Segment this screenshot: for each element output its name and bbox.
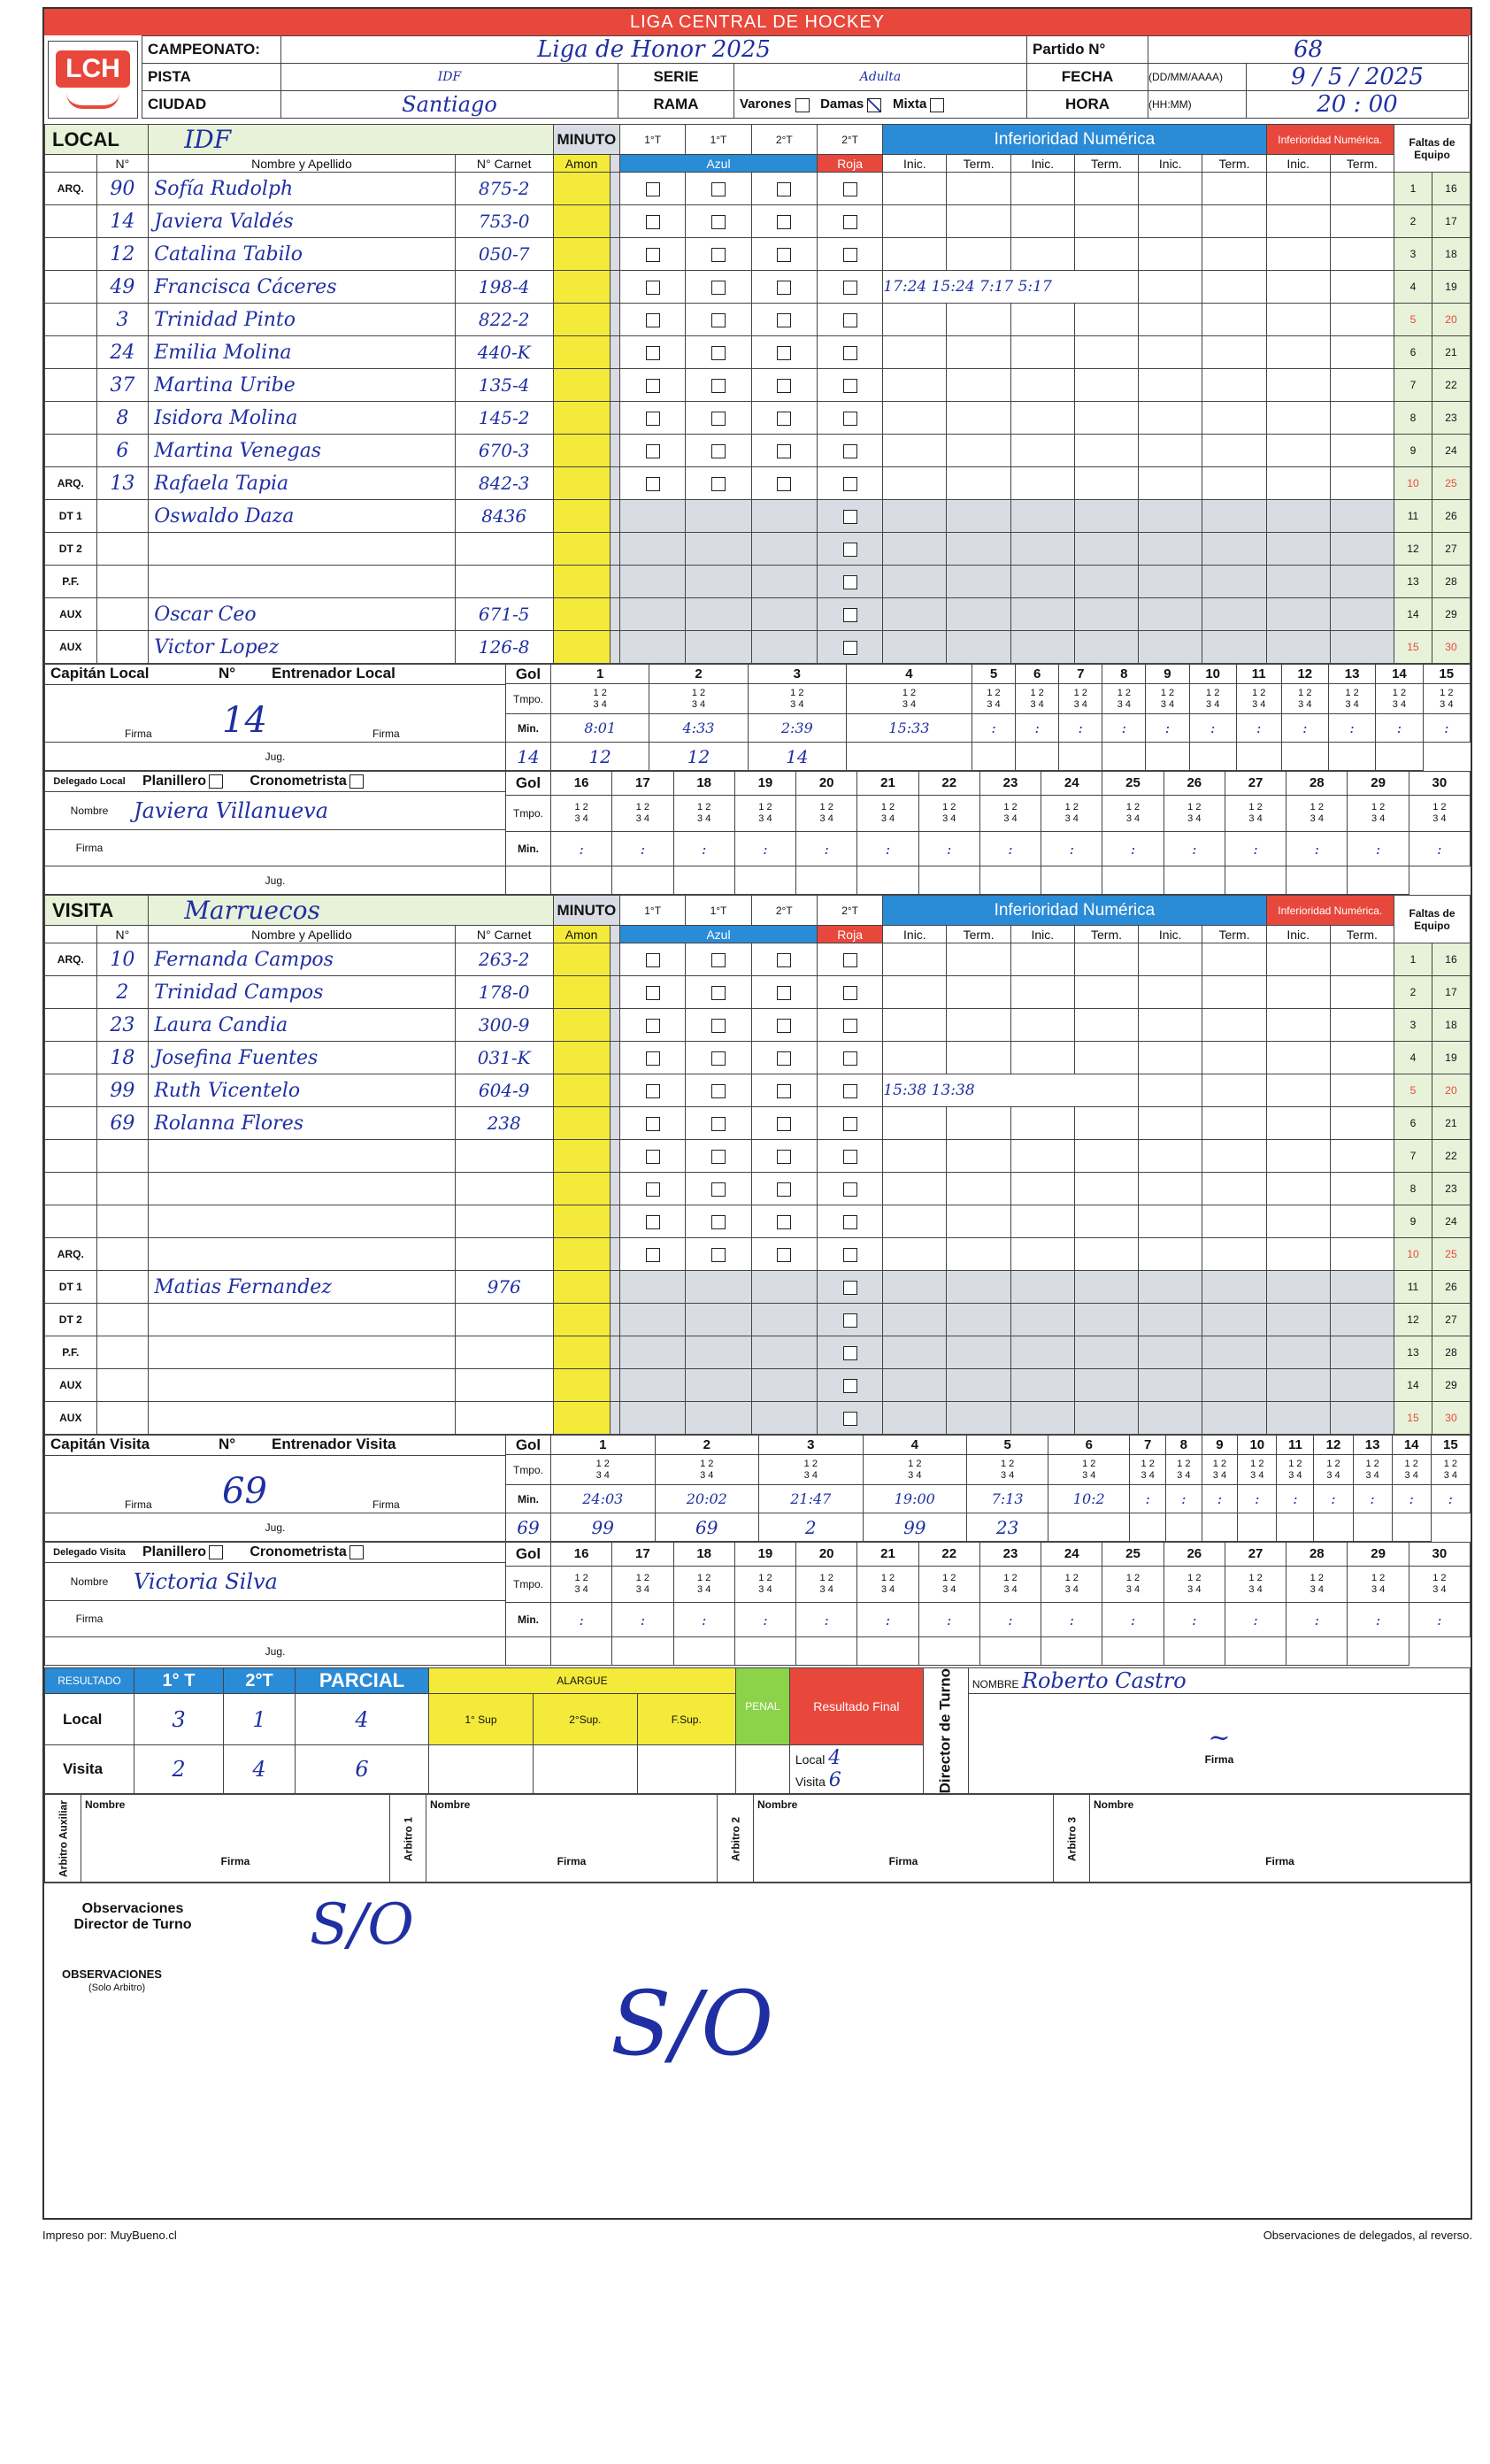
card-checkbox[interactable] xyxy=(711,1215,726,1229)
card-checkbox[interactable] xyxy=(843,281,857,295)
card-checkbox[interactable] xyxy=(777,346,791,360)
partido-value: 68 xyxy=(1148,36,1469,64)
campeonato-value: Liga de Honor 2025 xyxy=(281,36,1027,64)
player-number xyxy=(96,1402,149,1435)
player-carnet: 178-0 xyxy=(455,976,553,1009)
player-carnet: 031-K xyxy=(455,1042,553,1074)
card-checkbox[interactable] xyxy=(843,1182,857,1197)
player-number xyxy=(96,598,149,631)
referees-table: Arbitro Auxiliar Nombre Firma Arbitro 1 Nombre Firma Arbitro 2 Nombre Firma Arbitro 3 Nombre Firma xyxy=(44,1794,1471,1883)
card-checkbox[interactable] xyxy=(646,477,660,491)
player-carnet: 300-9 xyxy=(455,1009,553,1042)
card-checkbox[interactable] xyxy=(777,412,791,426)
card-checkbox[interactable] xyxy=(777,1248,791,1262)
player-name xyxy=(149,1336,455,1369)
player-number: 24 xyxy=(96,336,149,369)
card-checkbox[interactable] xyxy=(646,215,660,229)
card-checkbox[interactable] xyxy=(777,182,791,196)
card-checkbox[interactable] xyxy=(843,412,857,426)
card-checkbox[interactable] xyxy=(646,182,660,196)
visita-goals xyxy=(44,1435,1471,1666)
obs-director-label: Observaciones Director de Turno xyxy=(73,1901,192,1933)
player-carnet: 440-K xyxy=(455,336,553,369)
card-checkbox[interactable] xyxy=(777,444,791,458)
footer-printer: Impreso por: MuyBueno.cl xyxy=(42,2229,177,2242)
player-number xyxy=(96,631,149,664)
player-name xyxy=(149,1369,455,1402)
card-checkbox[interactable] xyxy=(843,1084,857,1098)
player-number xyxy=(96,1173,149,1205)
visita-t2: 4 xyxy=(224,1745,296,1794)
card-checkbox[interactable] xyxy=(646,281,660,295)
player-name: Rolanna Flores xyxy=(149,1107,455,1140)
card-checkbox[interactable] xyxy=(646,1051,660,1066)
card-checkbox[interactable] xyxy=(843,1019,857,1033)
local-delegado-table: Delegado Local Planillero Cronometrista Nombre Javiera Villanueva Firma Gol 16 17 18 19 20 21 22 23 24 25 26 27 28 29 30 Tmpo. 1 2 3 4 1 2 3 4 1 2 3 4 1 2 3 4 1 2 3 4 1 2 3 4 1 2 3 4 1 2 3 4 1 2 3 4 1 2 3 4 1 2 3 4 1 2 3 4 1 2 3 4 1 2 3 4 1 2 3 4 Min. : : : : : : : : : : : : : : : Jug. xyxy=(44,771,1471,895)
visita-delegado-table: Delegado Visita Planillero Cronometrista Nombre Victoria Silva Firma Gol 16 17 18 19 20 21 22 23 24 25 26 27 28 29 30 Tmpo. 1 2 3 4 1 2 3 4 1 2 3 4 1 2 3 4 1 2 3 4 1 2 3 4 1 2 3 4 1 2 3 4 1 2 3 4 1 2 3 4 1 2 3 4 1 2 3 4 1 2 3 4 1 2 3 4 1 2 3 4 Min. : : : : : : : : : : : : : : : Jug. xyxy=(44,1542,1471,1666)
player-carnet xyxy=(455,1205,553,1238)
local-delegado-name: Javiera Villanueva xyxy=(134,798,329,823)
player-name: Laura Candia xyxy=(149,1009,455,1042)
player-number: 6 xyxy=(96,435,149,467)
player-carnet: 238 xyxy=(455,1107,553,1140)
player-number: 12 xyxy=(96,238,149,271)
player-name xyxy=(149,1173,455,1205)
local-goal-table: Capitán Local N° Entrenador Local 14 Firma Firma Gol 1 2 3 4 5 6 7 8 9 10 11 12 13 14 15 Tmpo. 1 2 3 4 1 2 3 4 1 2 3 4 1 2 3 4 1 2 3 4 1 2 3 4 1 2 3 4 1 2 3 4 1 2 3 4 1 2 3 4 1 2 3 4 1 2 3 4 1 2 3 4 1 2 3 4 1 2 3 4 Min. 8:01 4:33 2:39 15:33 : : : : : : : : : : : Jug. 14 12 12 14 xyxy=(44,664,1471,771)
local-roster-table: LOCAL IDF MINUTO 1°T 1°T 2°T 2°T Inferioridad Numérica Inferioridad Numérica. Faltas de Equipo N° Nombre y Apellido N° Carnet Amon Azul Roja Inic. Term. Inic. Term. Inic. Term. Inic. Term. ARQ. 90 Sofía Rudolph 875-2 1 16 14 Javiera Valdés 753-0 2 17 12 Catalina Tabilo 050-7 3 18 49 Francisca Cáceres 198-4 17:24 15:24 7:17 5:17 4 19 3 Trinidad Pinto 822-2 5 20 24 Emilia Molina 440-K 6 21 37 Martina Uribe 135-4 7 22 8 Isidora Molina 145-2 8 23 6 Martina Venegas 670-3 9 24 ARQ. 13 Rafaela Tapia 842-3 10 25 DT 1 Oswaldo Daza 8436 11 26 DT 2 12 27 P.F. 13 28 AUX Oscar Ceo 671-5 14 29 AUX Victor Lopez 126-8 15 30 xyxy=(44,124,1471,664)
player-carnet xyxy=(455,1304,553,1336)
visita-player-row: ARQ. 10 25 xyxy=(45,1238,1471,1271)
card-checkbox[interactable] xyxy=(711,313,726,327)
player-name: Trinidad Pinto xyxy=(149,304,455,336)
card-checkbox[interactable] xyxy=(777,1084,791,1098)
player-name: Catalina Tabilo xyxy=(149,238,455,271)
player-name: Victor Lopez xyxy=(149,631,455,664)
local-player-row: 6 Martina Venegas 670-3 9 24 xyxy=(45,435,1471,467)
card-checkbox[interactable] xyxy=(646,1182,660,1197)
local-player-row: AUX Victor Lopez 126-8 15 30 xyxy=(45,631,1471,664)
cronometrista-checkbox[interactable] xyxy=(349,774,364,789)
player-number: 13 xyxy=(96,467,149,500)
visita-player-row: 2 Trinidad Campos 178-0 2 17 xyxy=(45,976,1471,1009)
card-checkbox[interactable] xyxy=(711,1084,726,1098)
visita-roster xyxy=(44,895,1471,1435)
local-player-row: P.F. 13 28 xyxy=(45,566,1471,598)
card-checkbox[interactable] xyxy=(843,953,857,967)
player-name: Fernanda Campos xyxy=(149,943,455,976)
visita-parcial: 6 xyxy=(296,1745,429,1794)
card-checkbox[interactable] xyxy=(843,1117,857,1131)
obs-arbitro-value: S/O xyxy=(611,1972,774,2076)
card-checkbox[interactable] xyxy=(777,1019,791,1033)
player-number: 37 xyxy=(96,369,149,402)
visita-delegado-name: Victoria Silva xyxy=(134,1569,278,1594)
player-number xyxy=(96,566,149,598)
card-checkbox[interactable] xyxy=(711,1117,726,1131)
local-t1: 3 xyxy=(134,1694,224,1745)
player-carnet: 050-7 xyxy=(455,238,553,271)
player-carnet xyxy=(455,1369,553,1402)
player-carnet: 670-3 xyxy=(455,435,553,467)
card-checkbox[interactable] xyxy=(711,182,726,196)
card-checkbox[interactable] xyxy=(777,986,791,1000)
visita-roster-table: VISITA Marruecos MINUTO 1°T 1°T 2°T 2°T Inferioridad Numérica Inferioridad Numérica. Faltas de Equipo N° Nombre y Apellido N° Carnet Amon Azul Roja Inic. Term. Inic. Term. Inic. Term. Inic. Term. ARQ. 10 Fernanda Campos 263-2 1 16 2 Trinidad Campos 178-0 2 17 23 Laura Candia 300-9 3 18 18 Josefina Fuentes 031-K 4 19 99 Ruth Vicentelo 604-9 15:38 13:38 5 20 69 Rolanna Flores 238 6 21 7 22 8 23 9 24 ARQ. 10 25 DT 1 Matias Fernandez 976 11 26 DT 2 12 27 P.F. 13 28 AUX 14 29 AUX 15 30 xyxy=(44,895,1471,1435)
card-checkbox[interactable] xyxy=(711,346,726,360)
card-checkbox[interactable] xyxy=(711,215,726,229)
mixta-checkbox[interactable] xyxy=(930,98,944,112)
card-checkbox[interactable] xyxy=(711,1051,726,1066)
player-number: 8 xyxy=(96,402,149,435)
visita-player-row: 99 Ruth Vicentelo 604-9 15:38 13:38 5 20 xyxy=(45,1074,1471,1107)
card-checkbox[interactable] xyxy=(646,248,660,262)
hora-value: 20 : 00 xyxy=(1247,91,1469,119)
card-checkbox[interactable] xyxy=(711,986,726,1000)
card-checkbox[interactable] xyxy=(711,248,726,262)
card-checkbox[interactable] xyxy=(777,1182,791,1197)
card-checkbox[interactable] xyxy=(843,477,857,491)
inferioridad-times: 15:38 13:38 xyxy=(883,1074,1139,1107)
player-carnet: 753-0 xyxy=(455,205,553,238)
card-checkbox[interactable] xyxy=(711,412,726,426)
visita-player-row: AUX 14 29 xyxy=(45,1369,1471,1402)
card-checkbox[interactable] xyxy=(646,444,660,458)
planillero-checkbox[interactable] xyxy=(209,774,223,789)
card-checkbox[interactable] xyxy=(777,1051,791,1066)
player-name: Isidora Molina xyxy=(149,402,455,435)
player-name: Matias Fernandez xyxy=(149,1271,455,1304)
card-checkbox[interactable] xyxy=(777,477,791,491)
local-player-row: AUX Oscar Ceo 671-5 14 29 xyxy=(45,598,1471,631)
player-name xyxy=(149,1402,455,1435)
player-name: Ruth Vicentelo xyxy=(149,1074,455,1107)
local-player-row: 12 Catalina Tabilo 050-7 3 18 xyxy=(45,238,1471,271)
player-name: Javiera Valdés xyxy=(149,205,455,238)
card-checkbox[interactable] xyxy=(777,281,791,295)
card-checkbox[interactable] xyxy=(843,1150,857,1164)
player-carnet: 198-4 xyxy=(455,271,553,304)
player-carnet xyxy=(455,566,553,598)
fecha-value: 9 / 5 / 2025 xyxy=(1247,64,1469,91)
card-checkbox[interactable] xyxy=(711,1248,726,1262)
player-name xyxy=(149,1140,455,1173)
card-checkbox[interactable] xyxy=(843,1051,857,1066)
result-table: RESULTADO 1° T 2°T PARCIAL ALARGUE PENAL Resultado Final Director de Turno NOMBRE Roberto Castro Local 3 1 4 1° Sup 2°Sup. F.Sup. ~ Firma Visita 2 4 6 Local 4 Visita 6 xyxy=(44,1667,1471,1794)
player-number xyxy=(96,500,149,533)
player-name: Emilia Molina xyxy=(149,336,455,369)
local-player-row: 14 Javiera Valdés 753-0 2 17 xyxy=(45,205,1471,238)
local-parcial: 4 xyxy=(296,1694,429,1745)
card-checkbox[interactable] xyxy=(843,575,857,589)
player-name: Trinidad Campos xyxy=(149,976,455,1009)
player-carnet: 135-4 xyxy=(455,369,553,402)
visita-player-row: AUX 15 30 xyxy=(45,1402,1471,1435)
player-name: Martina Venegas xyxy=(149,435,455,467)
cronometrista-checkbox[interactable] xyxy=(349,1545,364,1559)
visita-captain-number: 69 xyxy=(222,1471,267,1512)
local-roster xyxy=(44,124,1471,664)
card-checkbox[interactable] xyxy=(777,248,791,262)
card-checkbox[interactable] xyxy=(646,1150,660,1164)
local-player-row: 37 Martina Uribe 135-4 7 22 xyxy=(45,369,1471,402)
player-carnet: 8436 xyxy=(455,500,553,533)
inferioridad-times: 17:24 15:24 7:17 5:17 xyxy=(883,271,1139,304)
visita-player-row: 8 23 xyxy=(45,1173,1471,1205)
player-carnet: 976 xyxy=(455,1271,553,1304)
card-checkbox[interactable] xyxy=(843,182,857,196)
card-checkbox[interactable] xyxy=(843,1346,857,1360)
card-checkbox[interactable] xyxy=(843,1248,857,1262)
league-title: LIGA CENTRAL DE HOCKEY xyxy=(44,9,1471,35)
card-checkbox[interactable] xyxy=(843,1379,857,1393)
header-block xyxy=(44,35,1471,124)
player-number: 90 xyxy=(96,173,149,205)
player-name: Sofía Rudolph xyxy=(149,173,455,205)
pista-value: IDF xyxy=(281,64,618,91)
planillero-checkbox[interactable] xyxy=(209,1545,223,1559)
card-checkbox[interactable] xyxy=(646,1248,660,1262)
player-number xyxy=(96,1304,149,1336)
local-t2: 1 xyxy=(224,1694,296,1745)
card-checkbox[interactable] xyxy=(777,215,791,229)
player-name: Francisca Cáceres xyxy=(149,271,455,304)
lch-logo: LCH xyxy=(48,41,138,119)
visita-t1: 2 xyxy=(134,1745,224,1794)
local-team-name: IDF xyxy=(149,125,553,155)
card-checkbox[interactable] xyxy=(711,477,726,491)
visita-player-row: 18 Josefina Fuentes 031-K 4 19 xyxy=(45,1042,1471,1074)
card-checkbox[interactable] xyxy=(843,543,857,557)
card-checkbox[interactable] xyxy=(843,444,857,458)
varones-checkbox[interactable] xyxy=(795,98,810,112)
card-checkbox[interactable] xyxy=(777,953,791,967)
card-checkbox[interactable] xyxy=(777,313,791,327)
player-number xyxy=(96,1369,149,1402)
obs-director-value: S/O xyxy=(310,1892,414,1959)
card-checkbox[interactable] xyxy=(711,444,726,458)
card-checkbox[interactable] xyxy=(711,1182,726,1197)
local-goals xyxy=(44,664,1471,895)
player-carnet: 875-2 xyxy=(455,173,553,205)
card-checkbox[interactable] xyxy=(777,1215,791,1229)
player-carnet xyxy=(455,1336,553,1369)
visita-player-row: 23 Laura Candia 300-9 3 18 xyxy=(45,1009,1471,1042)
visita-player-row: ARQ. 10 Fernanda Campos 263-2 1 16 xyxy=(45,943,1471,976)
player-name xyxy=(149,1304,455,1336)
player-number: 18 xyxy=(96,1042,149,1074)
visita-player-row: 9 24 xyxy=(45,1205,1471,1238)
local-player-row: DT 1 Oswaldo Daza 8436 11 26 xyxy=(45,500,1471,533)
card-checkbox[interactable] xyxy=(777,1117,791,1131)
player-carnet: 604-9 xyxy=(455,1074,553,1107)
card-checkbox[interactable] xyxy=(843,248,857,262)
card-checkbox[interactable] xyxy=(777,1150,791,1164)
player-name: Josefina Fuentes xyxy=(149,1042,455,1074)
ciudad-value: Santiago xyxy=(281,91,618,119)
card-checkbox[interactable] xyxy=(843,641,857,655)
card-checkbox[interactable] xyxy=(711,379,726,393)
player-number: 2 xyxy=(96,976,149,1009)
player-name xyxy=(149,1205,455,1238)
card-checkbox[interactable] xyxy=(646,1019,660,1033)
player-name: Martina Uribe xyxy=(149,369,455,402)
card-checkbox[interactable] xyxy=(843,313,857,327)
rama-options: Varones Damas Mixta xyxy=(734,91,1027,119)
local-player-row: 24 Emilia Molina 440-K 6 21 xyxy=(45,336,1471,369)
player-carnet: 126-8 xyxy=(455,631,553,664)
footer-note: Observaciones de delegados, al reverso. xyxy=(1263,2229,1472,2242)
player-number: 99 xyxy=(96,1074,149,1107)
card-checkbox[interactable] xyxy=(843,215,857,229)
card-checkbox[interactable] xyxy=(711,1019,726,1033)
player-number xyxy=(96,1205,149,1238)
player-name xyxy=(149,1238,455,1271)
card-checkbox[interactable] xyxy=(843,510,857,524)
card-checkbox[interactable] xyxy=(843,986,857,1000)
card-checkbox[interactable] xyxy=(646,313,660,327)
player-number xyxy=(96,1140,149,1173)
visita-player-row: 7 22 xyxy=(45,1140,1471,1173)
card-checkbox[interactable] xyxy=(646,1215,660,1229)
card-checkbox[interactable] xyxy=(711,953,726,967)
local-player-row: ARQ. 13 Rafaela Tapia 842-3 10 25 xyxy=(45,467,1471,500)
director-name: Roberto Castro xyxy=(1021,1668,1187,1693)
player-carnet: 145-2 xyxy=(455,402,553,435)
score-sheet xyxy=(42,7,1472,2220)
player-carnet xyxy=(455,533,553,566)
card-checkbox[interactable] xyxy=(777,379,791,393)
visita-team-name: Marruecos xyxy=(149,896,553,926)
local-player-row: 8 Isidora Molina 145-2 8 23 xyxy=(45,402,1471,435)
header-table: CAMPEONATO: Liga de Honor 2025 Partido N° 68 PISTA IDF SERIE Adulta FECHA (DD/MM/AAAA) 9 / 5 / 2025 CIUDAD Santiago RAMA Varones Damas Mixta HORA (HH:MM) 20 : 00 xyxy=(142,35,1469,119)
local-player-row: 3 Trinidad Pinto 822-2 5 20 xyxy=(45,304,1471,336)
local-player-row: 49 Francisca Cáceres 198-4 17:24 15:24 7:17 5:17 4 19 xyxy=(45,271,1471,304)
player-number: 23 xyxy=(96,1009,149,1042)
card-checkbox[interactable] xyxy=(843,1215,857,1229)
local-player-row: DT 2 12 27 xyxy=(45,533,1471,566)
card-checkbox[interactable] xyxy=(646,1084,660,1098)
card-checkbox[interactable] xyxy=(843,1313,857,1328)
local-captain-number: 14 xyxy=(222,700,267,741)
final-visita: 6 xyxy=(828,1769,841,1792)
player-number xyxy=(96,533,149,566)
player-number: 10 xyxy=(96,943,149,976)
player-carnet xyxy=(455,1173,553,1205)
card-checkbox[interactable] xyxy=(711,281,726,295)
final-local: 4 xyxy=(828,1747,841,1770)
visita-player-row: 69 Rolanna Flores 238 6 21 xyxy=(45,1107,1471,1140)
card-checkbox[interactable] xyxy=(843,1281,857,1295)
visita-goal-table: Capitán Visita N° Entrenador Visita 69 Firma Firma Gol 1 2 3 4 5 6 7 8 9 10 11 12 13 14 15 Tmpo. 1 2 3 4 1 2 3 4 1 2 3 4 1 2 3 4 1 2 3 4 1 2 3 4 1 2 3 4 1 2 3 4 1 2 3 4 1 2 3 4 1 2 3 4 1 2 3 4 1 2 3 4 1 2 3 4 1 2 3 4 Min. 24:03 20:02 21:47 19:00 7:13 10:2 : : : : : : : : : Jug. 69 99 69 2 99 23 xyxy=(44,1435,1471,1542)
player-number: 69 xyxy=(96,1107,149,1140)
player-number: 3 xyxy=(96,304,149,336)
visita-player-row: DT 1 Matias Fernandez 976 11 26 xyxy=(45,1271,1471,1304)
player-carnet: 822-2 xyxy=(455,304,553,336)
local-player-row: ARQ. 90 Sofía Rudolph 875-2 1 16 xyxy=(45,173,1471,205)
card-checkbox[interactable] xyxy=(843,346,857,360)
damas-checkbox[interactable] xyxy=(867,98,881,112)
player-carnet xyxy=(455,1238,553,1271)
player-carnet xyxy=(455,1402,553,1435)
serie-value: Adulta xyxy=(734,64,1027,91)
player-carnet: 842-3 xyxy=(455,467,553,500)
player-number xyxy=(96,1336,149,1369)
card-checkbox[interactable] xyxy=(843,1412,857,1426)
player-name: Rafaela Tapia xyxy=(149,467,455,500)
observations-block: Observaciones Director de Turno S/O OBSERVACIONES (Solo Arbitro) S/O xyxy=(44,1883,1471,2087)
player-number xyxy=(96,1271,149,1304)
player-number: 14 xyxy=(96,205,149,238)
player-carnet: 263-2 xyxy=(455,943,553,976)
player-carnet xyxy=(455,1140,553,1173)
card-checkbox[interactable] xyxy=(843,379,857,393)
card-checkbox[interactable] xyxy=(646,412,660,426)
player-number: 49 xyxy=(96,271,149,304)
card-checkbox[interactable] xyxy=(843,608,857,622)
card-checkbox[interactable] xyxy=(711,1150,726,1164)
player-name xyxy=(149,533,455,566)
visita-player-row: P.F. 13 28 xyxy=(45,1336,1471,1369)
player-carnet: 671-5 xyxy=(455,598,553,631)
card-checkbox[interactable] xyxy=(646,346,660,360)
player-number xyxy=(96,1238,149,1271)
visita-player-row: DT 2 12 27 xyxy=(45,1304,1471,1336)
obs-arbitro-label: OBSERVACIONES xyxy=(62,1967,162,1982)
player-name: Oswaldo Daza xyxy=(149,500,455,533)
player-name xyxy=(149,566,455,598)
player-name: Oscar Ceo xyxy=(149,598,455,631)
card-checkbox[interactable] xyxy=(646,986,660,1000)
card-checkbox[interactable] xyxy=(646,1117,660,1131)
card-checkbox[interactable] xyxy=(646,953,660,967)
card-checkbox[interactable] xyxy=(646,379,660,393)
